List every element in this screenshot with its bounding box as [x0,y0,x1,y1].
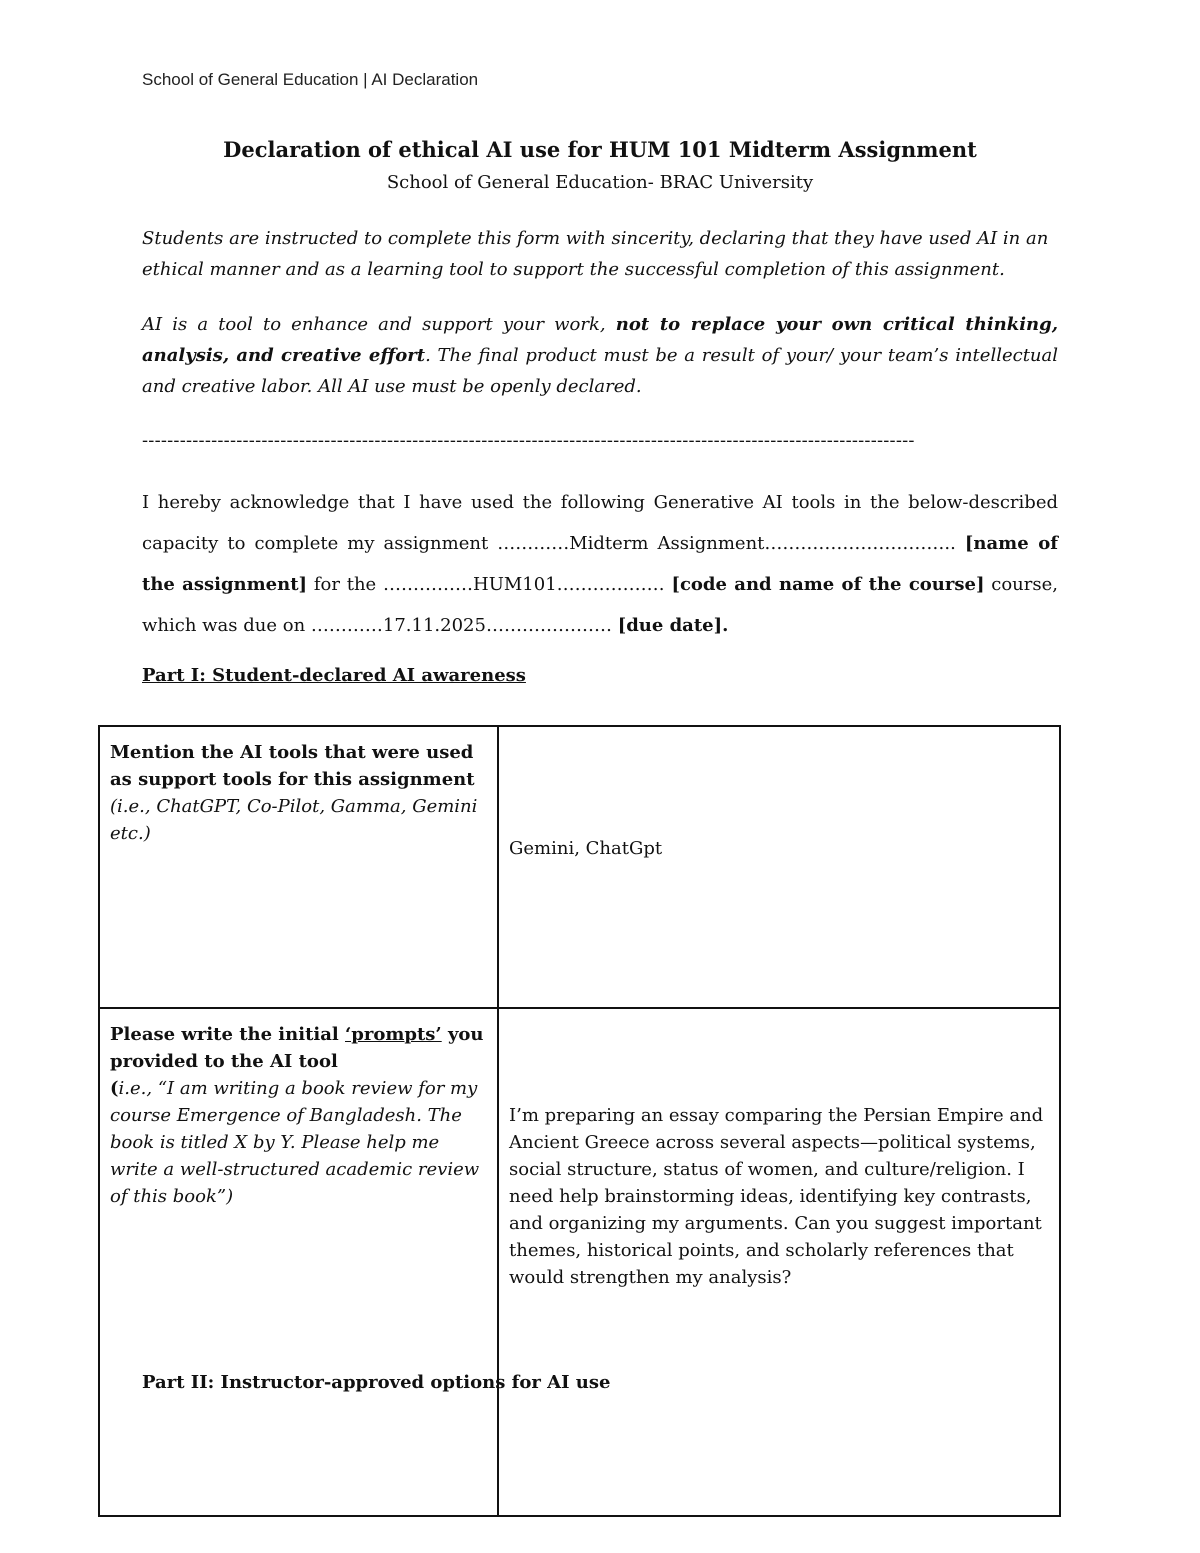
assignment-label: [name of the assignment] [142,533,1058,595]
table-row [99,726,1060,1008]
notice-emphasis: not to replace your own critical thinking, analysis, and creative effort [142,314,1058,366]
prompts-question-a: Please write the initial [110,1024,345,1045]
ack-lead: I hereby acknowledge that I have used the following Generative AI tools in the below-described capacity to complete my assignment [142,492,1058,554]
due-date-field[interactable]: …………17.11.2025………………… [310,615,612,636]
part2-heading: Part II: Instructor-approved options for AI use [142,1372,611,1393]
notice-part-c: . The final product must be a result of your/ your team’s intellectual and creative labor. All AI use must be openly declared. [142,345,1059,397]
page-header: School of General Education | AI Declaration [142,70,479,89]
notice-part-a: AI is a tool to enhance and support your work, [142,314,616,335]
tools-answer-cell[interactable] [498,726,1060,1008]
tools-question: Mention the AI tools that were used as support tools for this assignment [110,742,475,790]
notice-paragraph [142,309,1058,402]
prompts-answer[interactable]: I’m preparing an essay comparing the Persian Empire and Ancient Greece across several aspects—political systems, social structure, status of women, and culture/religion. I need help brainstorming ideas, identifying key contrasts, and organizing my arguments. Can you suggest important themes, historical points, and scholarly references that would strengthen my analysis? [509,1105,1044,1288]
page-title: Declaration of ethical AI use for HUM 101 Midterm Assignment [223,137,977,162]
tools-example: (i.e., ChatGPT, Co-Pilot, Gamma, Gemini etc.) [110,796,478,844]
prompts-question [110,1021,487,1075]
prompts-example-paren: ( [110,1078,119,1099]
page-subtitle: School of General Education- BRAC University [386,172,814,193]
prompts-keyword: ‘prompts’ [345,1024,442,1045]
part1-heading: Part I: Student-declared AI awareness [142,665,526,686]
prompts-question-cell [99,1008,498,1516]
due-date-label: [due date]. [617,615,729,636]
prompts-answer-cell[interactable] [498,1008,1060,1516]
tools-answer[interactable]: Gemini, ChatGpt [509,838,663,859]
prompts-question-b: you provided to the AI tool [110,1024,484,1072]
course-code-field[interactable]: ……………HUM101……………… [383,574,665,595]
table-row [99,1008,1060,1516]
prompts-example-text: i.e., “I am writing a book review for my course Emergence of Bangladesh. The book is titled X by Y. Please help me write a well-structured academic review of this book”) [110,1078,480,1207]
course-label: [code and name of the course] [671,574,985,595]
ack-for-the: for the [307,574,383,595]
ai-declaration-table [98,725,1061,1517]
tools-question-cell [99,726,498,1008]
assignment-name-field[interactable]: …………Midterm Assignment………………………….. [497,533,956,554]
dashed-divider: --------------------------------------------------------------------------------------------------------------------------- [142,430,915,451]
intro-paragraph: Students are instructed to complete this form with sincerity, declaring that they have used AI in an ethical manner and as a learning tool to support the successful completion of this assignment. [142,228,1049,280]
ack-due-text: course, which was due on [142,574,1058,636]
acknowledgement-paragraph [142,482,1058,646]
prompts-example [110,1075,487,1210]
